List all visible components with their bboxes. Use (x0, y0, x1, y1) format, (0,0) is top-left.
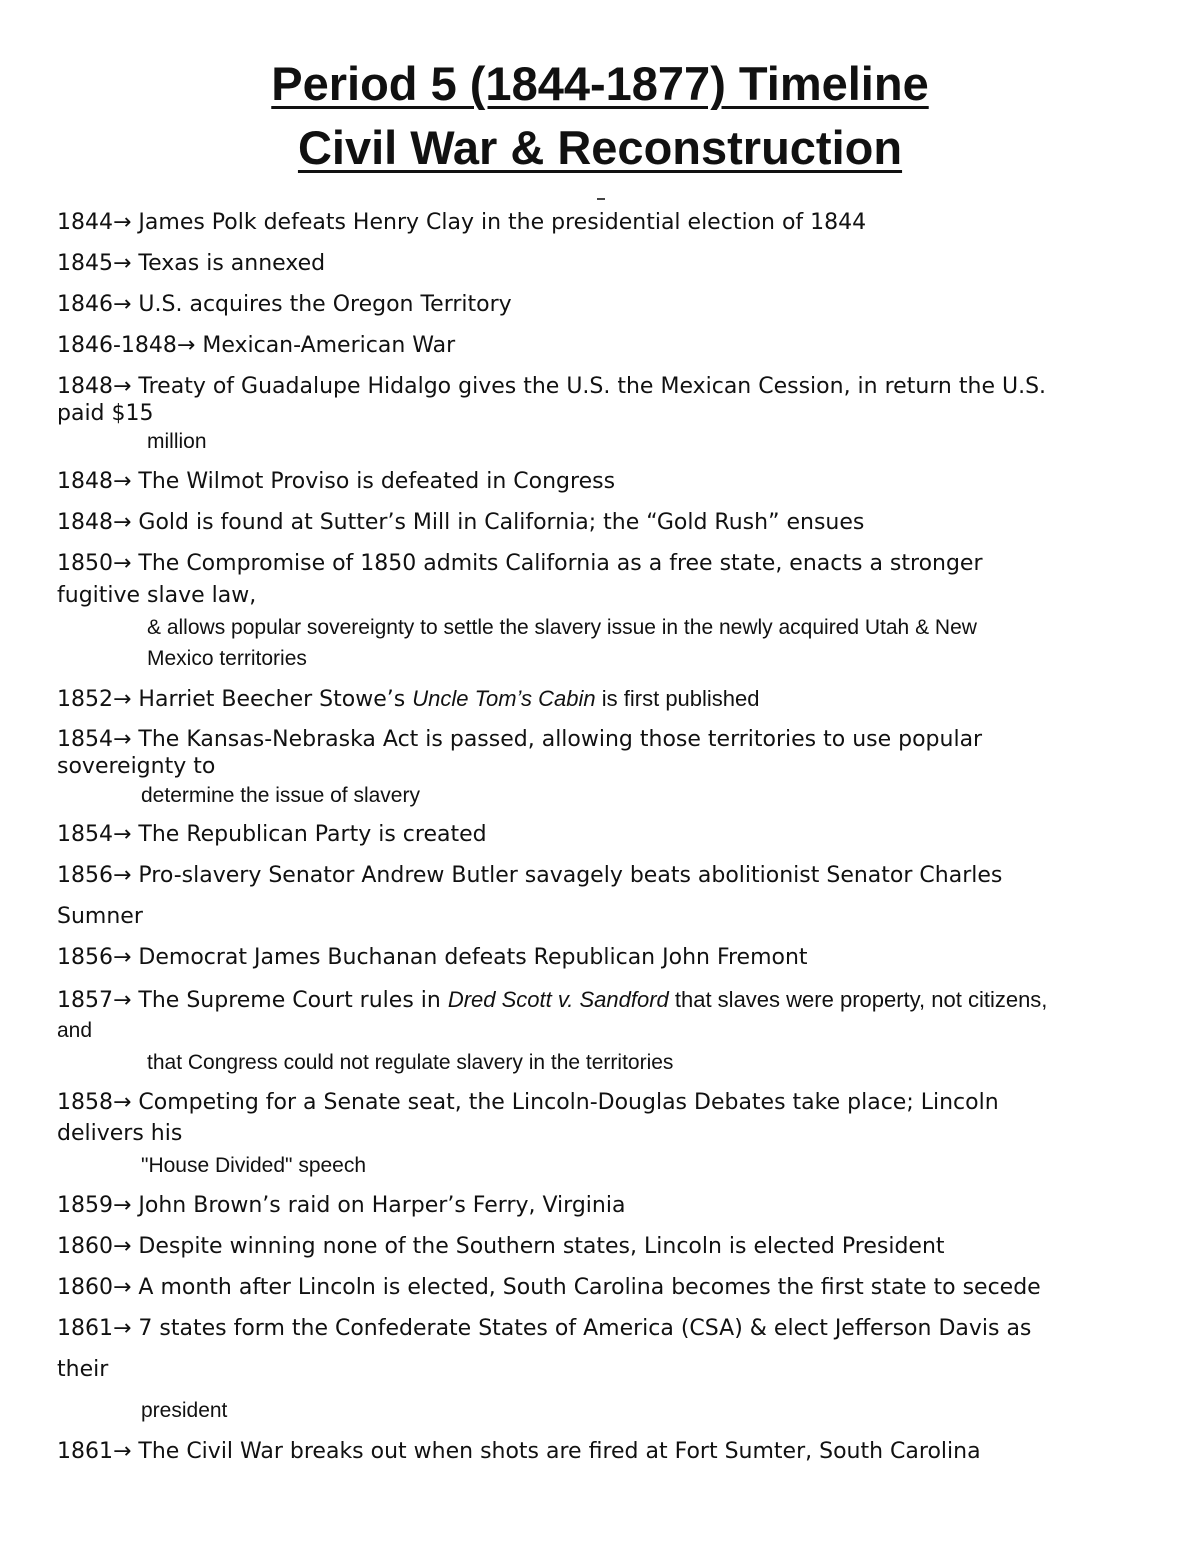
timeline-entry-wrap: delivers his (57, 1121, 183, 1146)
timeline-entry-wrap: and (57, 1019, 93, 1042)
timeline-entry-continuation: Mexico territories (147, 647, 307, 670)
timeline-entry: 1861→ 7 states form the Confederate States of America (CSA) & elect Jefferson Davis as (57, 1316, 1032, 1341)
timeline-entry-wrap: Sumner (57, 904, 143, 929)
timeline-entry: 1845→ Texas is annexed (57, 251, 326, 276)
timeline-entry: 1861→ The Civil War breaks out when shots are fired at Fort Sumter, South Carolina (57, 1439, 981, 1464)
timeline-entry: 1860→ A month after Lincoln is elected, South Carolina becomes the first state to secede (57, 1275, 1041, 1300)
timeline-entry: 1856→ Pro-slavery Senator Andrew Butler savagely beats abolitionist Senator Charles (57, 863, 1003, 888)
timeline-entry-continuation: that Congress could not regulate slavery in the territories (147, 1051, 674, 1074)
timeline-entry-continuation: & allows popular sovereignty to settle the slavery issue in the newly acquired Utah & New (147, 616, 977, 639)
timeline-entry-continuation: "House Divided" speech (141, 1154, 367, 1177)
timeline-entry: 1848→ The Wilmot Proviso is defeated in Congress (57, 469, 616, 494)
timeline-entry-wrap: paid $15 (57, 401, 154, 426)
timeline-entry-continuation: determine the issue of slavery (141, 784, 420, 807)
case-title: Dred Scott v. Sandford (447, 987, 669, 1012)
stray-mark (597, 198, 605, 200)
timeline-entry: 1850→ The Compromise of 1850 admits California as a free state, enacts a stronger (57, 551, 983, 576)
timeline-entry: 1859→ John Brown’s raid on Harper’s Ferry, Virginia (57, 1193, 626, 1218)
timeline-entry-wrap: fugitive slave law, (57, 583, 257, 608)
timeline-entry: 1846→ U.S. acquires the Oregon Territory (57, 292, 512, 317)
page-subtitle: Civil War & Reconstruction (297, 121, 903, 174)
timeline-entry: 1854→ The Kansas-Nebraska Act is passed, allowing those territories to use popular (57, 727, 983, 752)
book-title: Uncle Tom’s Cabin (412, 686, 596, 711)
timeline-entry: 1852→ Harriet Beecher Stowe’s Uncle Tom’s Cabin is first published (57, 686, 760, 712)
timeline-entry-wrap: sovereignty to (57, 754, 216, 779)
timeline-entry: 1860→ Despite winning none of the Southern states, Lincoln is elected President (57, 1234, 945, 1259)
timeline-entry: 1848→ Gold is found at Sutter’s Mill in California; the “Gold Rush” ensues (57, 510, 865, 535)
timeline-entry: 1858→ Competing for a Senate seat, the Lincoln-Douglas Debates take place; Lincoln (57, 1090, 999, 1115)
timeline-entry-wrap: their (57, 1357, 109, 1382)
timeline-entry: 1857→ The Supreme Court rules in Dred Scott v. Sandford that slaves were property, not citizens, (57, 987, 1048, 1013)
timeline-entry: 1846-1848→ Mexican-American War (57, 333, 456, 358)
timeline-entry: 1856→ Democrat James Buchanan defeats Republican John Fremont (57, 945, 808, 970)
timeline-entry: 1844→ James Polk defeats Henry Clay in the presidential election of 1844 (57, 210, 867, 235)
timeline-entry: 1848→ Treaty of Guadalupe Hidalgo gives the U.S. the Mexican Cession, in return the U.S. (57, 374, 1047, 399)
timeline-entry: 1854→ The Republican Party is created (57, 822, 487, 847)
timeline-entry-continuation: million (147, 430, 207, 453)
timeline-entry-continuation: president (141, 1399, 228, 1422)
page-title: Period 5 (1844-1877) Timeline (271, 57, 929, 110)
